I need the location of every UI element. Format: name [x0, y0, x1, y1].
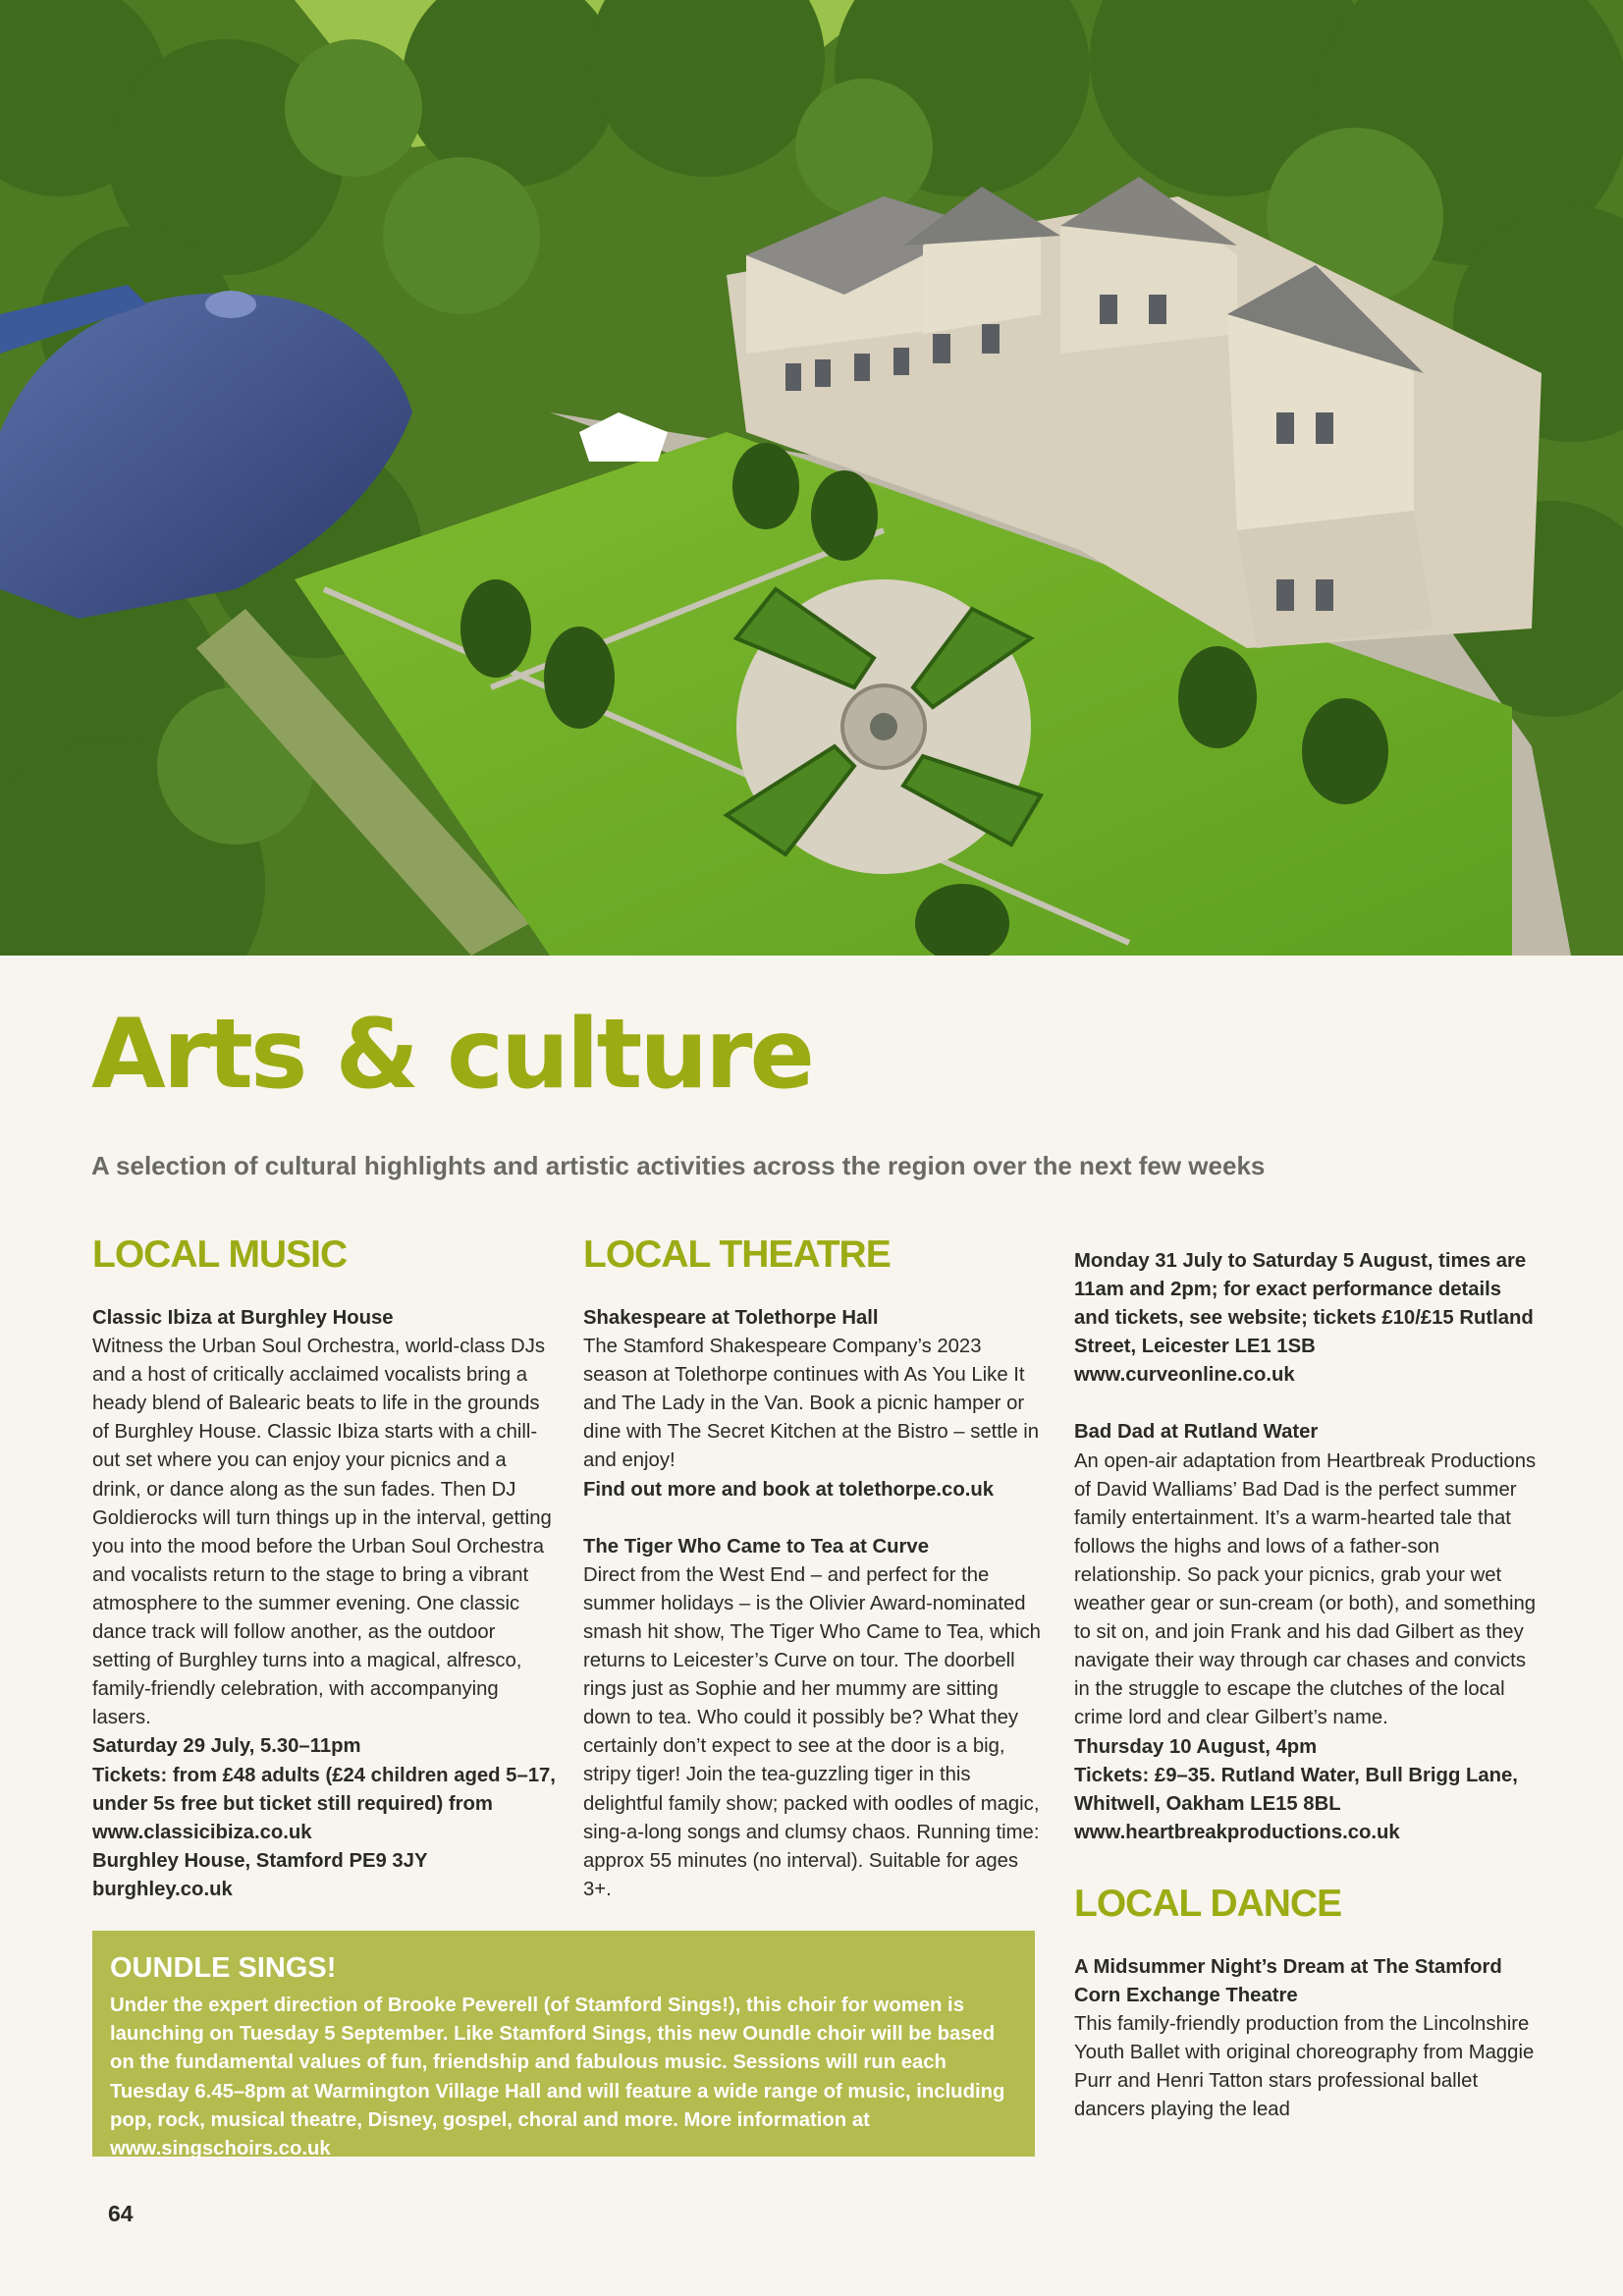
event-body-classic-ibiza: Witness the Urban Soul Orchestra, world-class DJs and a host of critically acclaimed vocalists bring a heady blend of Balearic beats to life in the grounds of Burghley House. Classic Ibiza starts with a chill-out set where you can enjoy your picnics and a drink, or dance along as the sun fades. Then DJ Goldierocks will turn things up in the interval, getting you into the mood before the Urban Soul Orchestra and vocalists return to the stage to bring a vibrant atmosphere to the summer evening. One classic dance track will follow another, as the outdoor setting of Burghley turns into a magical, alfresco, family-friendly celebration, with accompanying lasers. [92, 1336, 552, 1729]
event-web-burghley: burghley.co.uk [92, 1878, 233, 1900]
page-number: 64 [108, 2201, 134, 2226]
event-address-burghley: Burghley House, Stamford PE9 3JY [92, 1849, 428, 1872]
event-title-tolethorpe: Shakespeare at Tolethorpe Hall [583, 1307, 879, 1329]
section-heading-local-music: LOCAL MUSIC [92, 1233, 348, 1276]
event-link-tolethorpe: Find out more and book at tolethorpe.co.uk [583, 1478, 995, 1501]
section-heading-local-theatre: LOCAL THEATRE [583, 1233, 891, 1276]
section-heading-local-dance: LOCAL DANCE [1074, 1882, 1342, 1925]
oundle-sings-box [92, 1931, 1035, 2157]
event-tickets-bad-dad: Tickets: £9–35. Rutland Water, Bull Brigg Lane, Whitwell, Oakham LE15 8BL www.heartbreakproductions.co.uk [1074, 1764, 1518, 1843]
column-local-theatre [583, 1235, 1047, 1904]
event-body-bad-dad: An open-air adaptation from Heartbreak Productions of David Walliams’ Bad Dad is the perfect summer family entertainment. It’s a warm-hearted tale that follows the highs and lows of a father-son relationship. So pack your picnics, grab your wet weather gear or sun-cream (or both), and something to sit on, and join Frank and his dad Gilbert as they navigate their way through car chases and convicts in the struggle to escape the clutches of the local crime lord and clear Gilbert’s name. [1074, 1449, 1537, 1729]
event-date-bad-dad: Thursday 10 August, 4pm [1074, 1735, 1318, 1758]
spacer [1074, 1390, 1538, 1418]
event-body-tolethorpe: The Stamford Shakespeare Company’s 2023 season at Tolethorpe continues with As You Like It and The Lady in the Van. Book a picnic hamper or dine with The Secret Kitchen at the Bistro – settle in and enjoy! [583, 1336, 1040, 1472]
event-details-tiger: Monday 31 July to Saturday 5 August, times are 11am and 2pm; for exact performance details and tickets, see website; tickets £10/£15 Rutland Street, Leicester LE1 1SB www.curveonline.co.uk [1074, 1250, 1534, 1387]
page-subtitle: A selection of cultural highlights and artistic activities across the region over the next few weeks [91, 1151, 1266, 1180]
spacer [583, 1504, 1047, 1533]
page-title: Arts & culture [91, 999, 812, 1111]
column-local-music [92, 1235, 556, 1904]
event-title-midsummer: A Midsummer Night’s Dream at The Stamford Corn Exchange Theatre [1074, 1955, 1502, 2006]
event-title-tiger: The Tiger Who Came to Tea at Curve [583, 1535, 929, 1558]
box-heading: OUNDLE SINGS! [110, 1952, 337, 1984]
column-right [1074, 1247, 1538, 2124]
event-title-classic-ibiza: Classic Ibiza at Burghley House [92, 1307, 394, 1329]
event-tickets-classic-ibiza: Tickets: from £48 adults (£24 children aged 5–17, under 5s free but ticket still required) from www.classicibiza.co.uk [92, 1764, 556, 1843]
hero-image [0, 0, 1623, 956]
event-date-classic-ibiza: Saturday 29 July, 5.30–11pm [92, 1735, 361, 1758]
event-body-tiger: Direct from the West End – and perfect for the summer holidays – is the Olivier Award-nominated smash hit show, The Tiger Who Came to Tea, which returns to Leicester’s Curve on tour. The doorbell rings just as Sophie and her mummy are sitting down to tea. Who could it possibly be? What they certainly don’t expect to see at the door is a big, stripy tiger! Join the tea-guzzling tiger in this delightful family show; packed with oodles of magic, sing-a-long songs and clumsy chaos. Running time: approx 55 minutes (no interval). Suitable for ages 3+. [583, 1563, 1041, 1900]
box-body: Under the expert direction of Brooke Peverell (of Stamford Sings!), this choir for women is launching on Tuesday 5 September. Like Stamford Sings, this new Oundle choir will be based on the fundamental values of fun, friendship and fabulous music. Sessions will run each Tuesday 6.45–8pm at Warmington Village Hall and will feature a wide range of music, including pop, rock, musical theatre, Disney, gospel, choral and more. More information at www.singschoirs.co.uk [110, 1995, 1005, 2159]
event-title-bad-dad: Bad Dad at Rutland Water [1074, 1421, 1319, 1444]
event-body-midsummer: This family-friendly production from the Lincolnshire Youth Ballet with original choreography from Maggie Purr and Henri Tatton stars professional ballet dancers playing the lead [1074, 2013, 1535, 2121]
spacer [1074, 1847, 1538, 1885]
